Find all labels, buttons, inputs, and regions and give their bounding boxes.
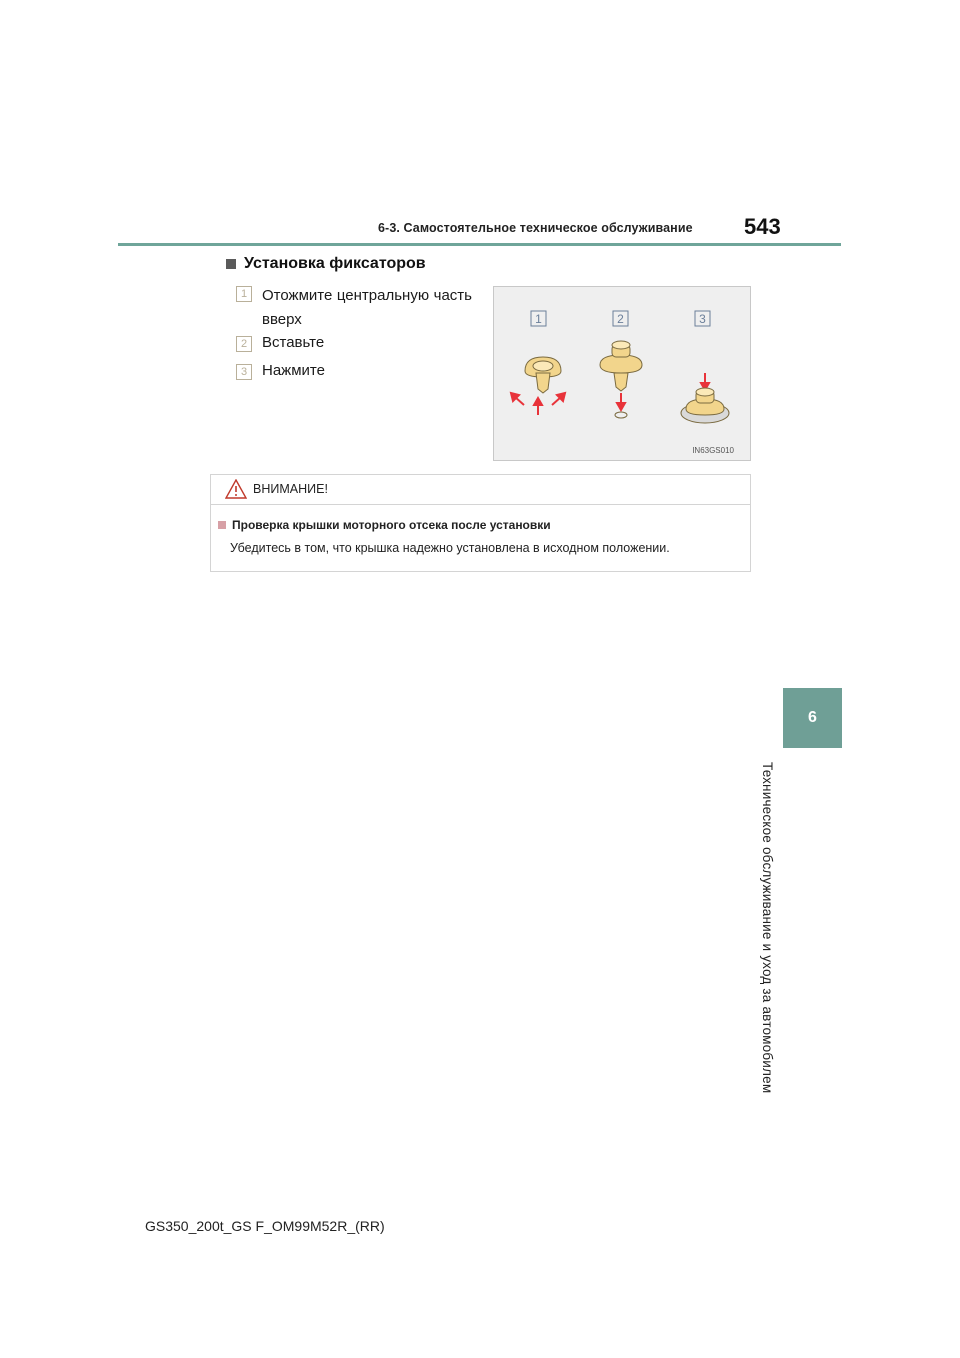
figure-label-3: 3 [699, 312, 706, 326]
header-divider [118, 243, 841, 246]
mounting-hole [615, 412, 627, 418]
step-number-badge: 3 [236, 364, 252, 380]
warning-title: ВНИМАНИЕ! [253, 482, 328, 496]
page-number: 543 [744, 214, 781, 239]
chapter-title: Техническое обслуживание и уход за автомобилем [760, 762, 775, 1094]
step-text: Отожмите центральную часть вверх [262, 287, 472, 328]
step-text: Вставьте [262, 334, 325, 351]
warning-header [211, 475, 750, 505]
warning-triangle-icon [225, 479, 247, 499]
figure-label-2: 2 [617, 312, 624, 326]
section-header-title: 6-3. Самостоятельное техническое обслуживание [378, 221, 693, 235]
chapter-title-vertical [760, 762, 820, 1092]
clip-2-icon [600, 341, 642, 391]
clip-illustration [494, 287, 750, 460]
clip-3-icon [681, 388, 729, 423]
step-2 [236, 334, 324, 352]
warning-body: Убедитесь в том, что крышка надежно установлена в исходном положении. [230, 541, 670, 555]
footer-model-code: GS350_200t_GS F_OM99M52R_(RR) [145, 1218, 385, 1234]
arrow-icon [617, 393, 625, 410]
section-title-text: Установка фиксаторов [244, 255, 426, 272]
warning-subtitle-text: Проверка крышки моторного отсека после установки [232, 518, 551, 532]
arrow-icon [511, 393, 565, 415]
step-text: Нажмите [262, 362, 325, 379]
square-bullet-icon [218, 521, 226, 529]
warning-box [210, 474, 751, 572]
clip-installation-figure [493, 286, 751, 461]
section-title [226, 255, 426, 273]
warning-subtitle [218, 518, 551, 532]
step-number-badge: 2 [236, 336, 252, 352]
clip-1-icon [525, 357, 561, 393]
figure-code: IN63GS010 [692, 446, 734, 455]
step-3 [236, 362, 325, 380]
step-number-badge: 1 [236, 286, 252, 302]
chapter-number: 6 [808, 709, 817, 726]
chapter-tab[interactable] [783, 688, 842, 748]
square-bullet-icon [226, 259, 236, 269]
arrow-icon [701, 373, 709, 390]
figure-label-1: 1 [535, 312, 542, 326]
